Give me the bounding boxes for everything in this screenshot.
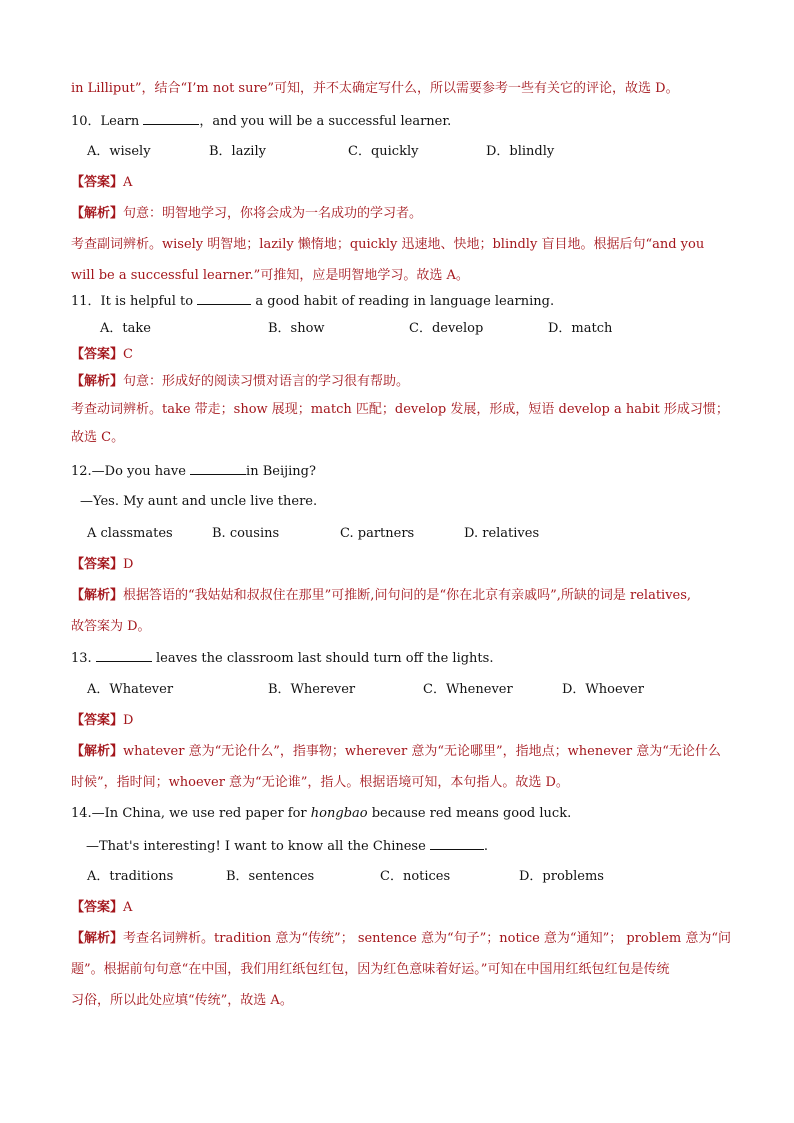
question-14-stem (71, 805, 571, 823)
answer-value: A (123, 175, 133, 190)
analysis-line (71, 205, 422, 223)
question-stem-text: leaves the classroom last should turn off the lights. (155, 651, 494, 666)
question-10-stem (71, 112, 451, 131)
analysis-text: will be a successful learner.”可推知，应是明智地学习。故选 A。 (71, 268, 469, 283)
question-stem-text: 13. (71, 651, 92, 666)
answer-line (71, 556, 133, 574)
answer-label: 【答案】 (71, 900, 124, 915)
analysis-line (71, 587, 691, 605)
analysis-text: 题”。根据前句句意“在中国，我们用红纸包红包，因为红色意味着好运。”可知在中国用红纸包红包是传统 (71, 962, 670, 977)
analysis-text: 故答案为 D。 (71, 619, 151, 634)
option-c: C．quickly (348, 144, 419, 159)
answer-blank (190, 462, 246, 475)
question-13-stem (71, 649, 493, 668)
question-reply-text: . (483, 839, 489, 854)
question-stem-text: 14.—In China, we use red paper for (71, 806, 307, 821)
analysis-text: 习俗，所以此处应填“传统”，故选 A。 (71, 993, 293, 1008)
question-stem-text: 11．It is helpful to (71, 294, 194, 309)
analysis-label: 【解析】 (71, 374, 124, 389)
answer-line (71, 712, 133, 730)
question-12-stem (71, 462, 316, 481)
option-c: C．develop (409, 321, 484, 336)
option-b: B．Wherever (268, 682, 356, 697)
option-b: B. cousins (212, 526, 280, 541)
analysis-text: 时候”，指时间；whoever 意为“无论谁”，指人。根据语境可知，本句指人。故选 D。 (71, 775, 569, 790)
option-d: D．blindly (486, 144, 555, 159)
analysis-label: 【解析】 (71, 588, 124, 603)
option-b: B．sentences (226, 869, 315, 884)
option-c: C．notices (380, 869, 451, 884)
question-stem-text: 12.—Do you have (71, 464, 186, 479)
analysis-text: 考查动词辨析。take 带走；show 展现；match 匹配；develop 发展，形成，短语 develop a habit 形成习惯； (71, 402, 729, 417)
option-a: A．take (100, 321, 151, 336)
analysis-text: 故选 C。 (71, 430, 125, 445)
option-b: B．show (268, 321, 325, 336)
option-a: A classmates (87, 526, 173, 541)
analysis-text: 考查名词辨析。tradition 意为“传统”； sentence 意为“句子”；notice 意为“通知”； problem 意为“问 (123, 931, 732, 946)
analysis-text: 句意：明智地学习，你将会成为一名成功的学习者。 (123, 206, 423, 221)
answer-line (71, 899, 132, 917)
question-14-reply (86, 837, 488, 856)
option-a: A．traditions (87, 869, 174, 884)
question-stem-text: in Beijing? (246, 464, 316, 479)
option-c: C. partners (340, 526, 415, 541)
analysis-label: 【解析】 (71, 744, 124, 759)
option-d: D．Whoever (562, 682, 644, 697)
analysis-label: 【解析】 (71, 206, 124, 221)
option-d: D. relatives (464, 526, 540, 541)
question-12-reply: —Yes. My aunt and uncle live there. (80, 494, 318, 509)
answer-blank (96, 649, 152, 662)
question-11-stem (71, 292, 554, 311)
option-b: B．lazily (209, 144, 266, 159)
answer-label: 【答案】 (71, 713, 124, 728)
answer-label: 【答案】 (71, 347, 124, 362)
answer-blank (143, 112, 199, 125)
option-c: C．Whenever (423, 682, 513, 697)
analysis-text: 考查副词辨析。wisely 明智地；lazily 懒惰地；quickly 迅速地、快地；blindly 盲目地。根据后句“and you (71, 237, 705, 252)
question-stem-text: 10．Learn (71, 114, 140, 129)
answer-value: C (123, 347, 133, 362)
question-reply-text: —That's interesting! I want to know all the Chinese (86, 839, 426, 854)
answer-value: D (123, 713, 134, 728)
analysis-text: whatever 意为“无论什么”，指事物；wherever 意为“无论哪里”，指地点；whenever 意为“无论什么 (123, 744, 721, 759)
answer-label: 【答案】 (71, 175, 124, 190)
option-d: D．problems (519, 869, 604, 884)
question-stem-text: a good habit of reading in language learning. (255, 294, 555, 309)
analysis-text: 句意：形成好的阅读习惯对语言的学习很有帮助。 (123, 374, 410, 389)
analysis-line (71, 930, 731, 948)
question-stem-text: ，and you will be a successful learner. (199, 114, 452, 129)
question-stem-italic: hongbao (310, 806, 368, 821)
answer-line (71, 174, 132, 192)
answer-value: D (123, 557, 134, 572)
analysis-line (71, 743, 721, 761)
answer-line (71, 346, 133, 364)
analysis-continuation: in Lilliput”，结合“I’m not sure”可知，并不太确定写什么，所以需要参考一些有关它的评论，故选 D。 (71, 81, 679, 96)
answer-blank (197, 292, 251, 305)
option-a: A．Whatever (87, 682, 174, 697)
option-a: A．wisely (87, 144, 151, 159)
analysis-label: 【解析】 (71, 931, 124, 946)
question-stem-text: because red means good luck. (371, 806, 572, 821)
option-d: D．match (548, 321, 613, 336)
answer-blank (430, 837, 484, 850)
answer-label: 【答案】 (71, 557, 124, 572)
analysis-line (71, 373, 409, 391)
answer-value: A (123, 900, 133, 915)
analysis-text: 根据答语的“我姑姑和叔叔住在那里”可推断,问句问的是“你在北京有亲戚吗”,所缺的词是 relatives, (123, 588, 692, 603)
